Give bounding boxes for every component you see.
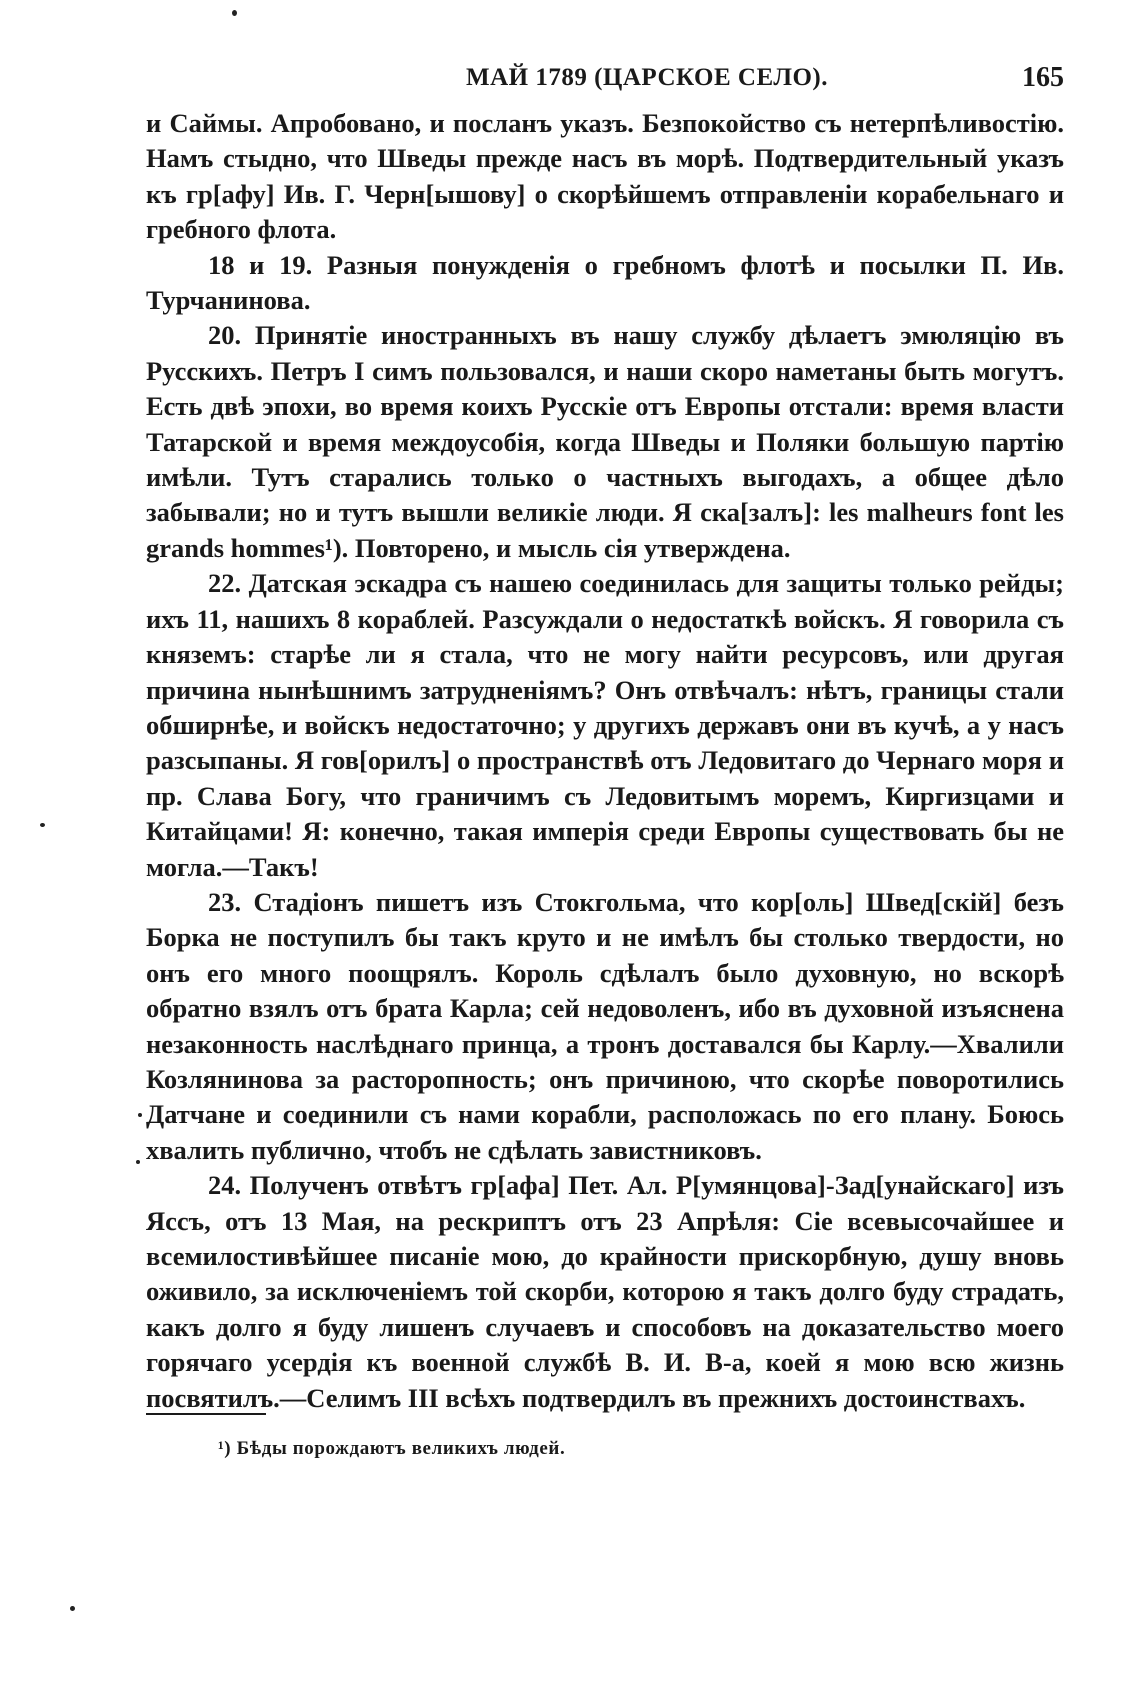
page-speck [70, 1606, 75, 1611]
footnote: ¹) Бѣды порождаютъ великихъ людей. [218, 1438, 566, 1459]
page-speck [232, 10, 237, 16]
running-header [146, 62, 1064, 106]
paragraph-entry-23: 23. Стадіонъ пишетъ изъ Стокгольма, что кор[оль] Швед[скій] безъ Борка не поступилъ бы такъ круто и не имѣлъ бы столько твердости, но онъ его много поощрялъ. Король сдѣлалъ было духовную, но вскорѣ обратно взялъ отъ брата Карла; сей недоволенъ, ибо въ духовной изъяснена незаконность наслѣднаго принца, а тронъ доставался бы Карлу.—Хвалили Козлянинова за расторопность; онъ причиною, что скорѣе поворотились Датчане и соединили съ нами корабли, расположась по его плану. Боюсь хвалить публично, чтобъ не сдѣлать завистниковъ. [146, 886, 1064, 1165]
page-speck [138, 1113, 142, 1117]
paragraph-entry-22: 22. Датская эскадра съ нашею соединилась для защиты только рейды; ихъ 11, нашихъ 8 кораблей. Разсуждали о недостаткѣ войскъ. Я говорила съ княземъ: старѣе ли я стала, что не могу найти ресурсовъ, или другая причина нынѣшнимъ затрудненіямъ? Онъ отвѣчалъ: нѣтъ, границы стали обширнѣе, и войскъ недостаточно; у другихъ державъ они въ кучѣ, а у насъ разсыпаны. Я гов[орилъ] о пространствѣ отъ Ледовитаго до Чернаго моря и пр. Слава Богу, что граничимъ съ Ледовитымъ моремъ, Киргизцами и Китайцами! Я: конечно, такая имперія среди Европы существовать бы не могла.—Такъ! [146, 568, 1064, 882]
paragraph-entry-24: 24. Полученъ отвѣтъ гр[афа] Пет. Ал. Р[умянцова]-Зад[унайскаго] изъ Яссъ, отъ 13 Мая, на рескриптъ отъ 23 Апрѣля: Сіе всевысочайшее и всемилостивѣйшее писаніе мою, до крайности прискорбную, душу вновь оживило, за исключеніемъ той скорби, которою я такъ долго буду страдать, какъ долго я буду лишенъ случаевъ и способовъ на доказательство моего горячаго усердія къ военной службѣ В. И. В-а, коей я мою всю жизнь посвятилъ.—Селимъ III всѣхъ подтвердилъ въ прежнихъ достоинствахъ. [146, 1170, 1064, 1413]
book-page [146, 62, 1064, 1459]
footnote-rule [146, 1413, 266, 1415]
page-body [146, 106, 1064, 1416]
running-title: МАЙ 1789 (ЦАРСКОЕ СЕЛО). [466, 64, 828, 91]
page-speck [136, 1160, 140, 1164]
page-speck [40, 823, 45, 827]
page-number: 165 [1022, 62, 1064, 93]
paragraph-entry-18-19: 18 и 19. Разныя понужденія о гребномъ флотѣ и посылки П. Ив. Турчанинова. [146, 249, 1064, 316]
paragraph-continuation: и Саймы. Апробовано, и посланъ указъ. Безпокойство съ нетерпѣливостію. Намъ стыдно, что Шведы прежде насъ въ морѣ. Подтвердительный указъ къ гр[афу] Ив. Г. Черн[ышову] о скорѣйшемъ отправленіи корабельнаго и гребного флота. [146, 108, 1064, 245]
paragraph-entry-20: 20. Принятіе иностранныхъ въ нашу службу дѣлаетъ эмюляцію въ Русскихъ. Петръ I симъ пользовался, и наши скоро наметаны быть могутъ. Есть двѣ эпохи, во время коихъ Русскіе отъ Европы отстали: время власти Татарской и время междоусобія, когда Шведы и Поляки большую партію имѣли. Тутъ старались только о частныхъ выгодахъ, а общее дѣло забывали; но и тутъ вышли великіе люди. Я ска[залъ]: les malheurs font les grands hommes¹). Повторено, и мысль сія утверждена. [146, 320, 1064, 563]
